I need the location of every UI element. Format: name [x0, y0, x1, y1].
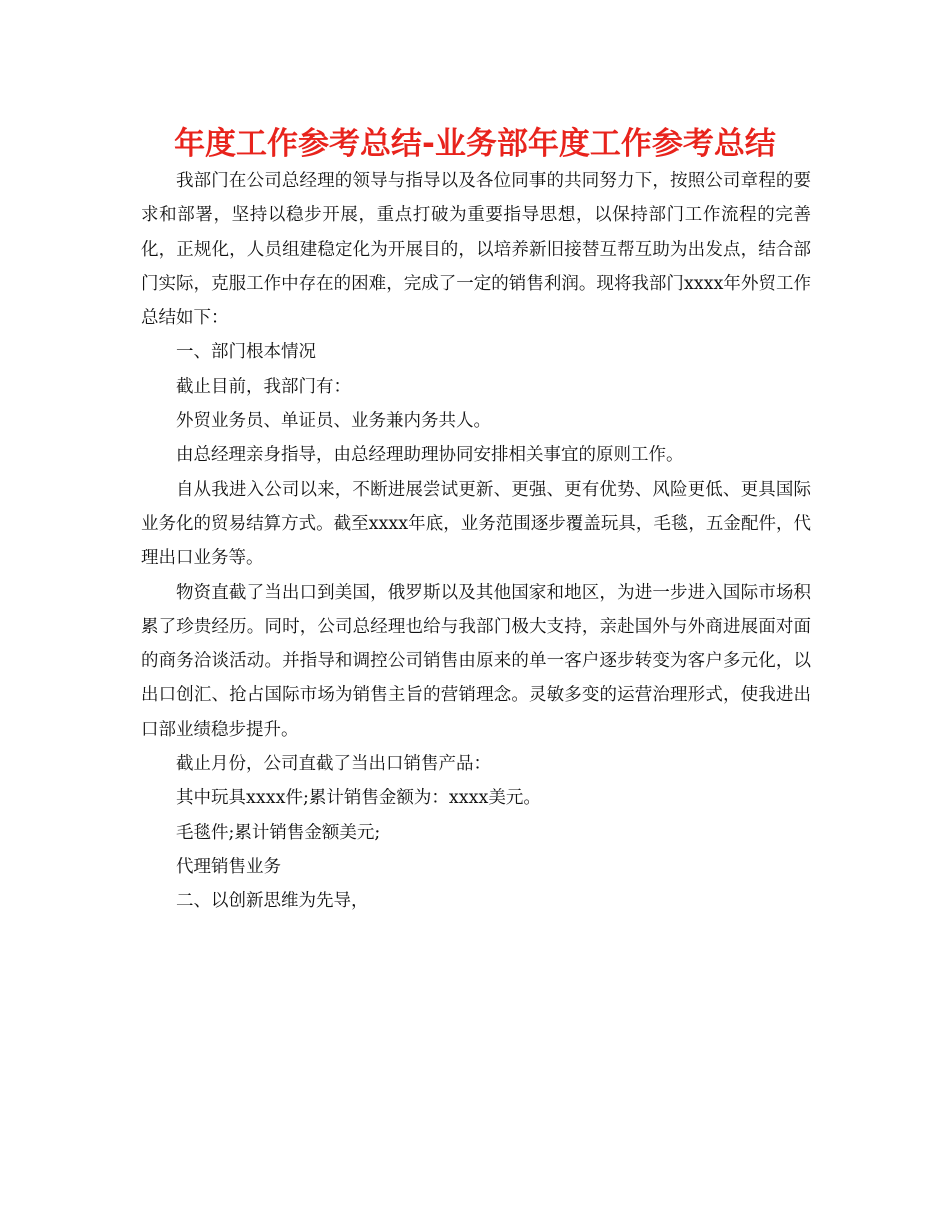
paragraph: 外贸业务员、单证员、业务兼内务共人。 — [176, 411, 491, 432]
paragraph-intro: 我部门在公司总经理的领导与指导以及各位同事的共同努力下，按照公司章程的要求和部署，坚持以稳步开展，重点打破为重要指导思想，以保持部门工作流程的完善化，正规化，人员组建稳定化为开展目的，以培养新旧接替互帮互助为出发点，结合部门实际，克服工作中存在的困难，完成了一定的销售利润。现将我部门xxxx年外贸工作总结如下： — [141, 171, 811, 329]
paragraph: 自从我进入公司以来，不断进展尝试更新、更强、更有优势、风险更低、更具国际业务化的贸易结算方式。截至xxxx年底，业务范围逐步覆盖玩具，毛毯，五金配件，代理出口业务等。 — [141, 479, 811, 569]
section-heading-2: 二、以创新思维为先导， — [176, 891, 369, 912]
document-title: 年度工作参考总结-业务部年度工作参考总结 — [174, 126, 776, 162]
paragraph: 物资直截了当出口到美国，俄罗斯以及其他国家和地区，为进一步进入国际市场积累了珍贵经历。同时，公司总经理也给与我部门极大支持，亲赴国外与外商进展面对面的商务洽谈活动。并指导和调控公司销售由原来的单一客户逐步转变为客户多元化，以出口创汇、抢占国际市场为销售主旨的营销理念。灵敏多变的运营治理形式，使我进出口部业绩稳步提升。 — [141, 582, 811, 740]
paragraph: 毛毯件;累计销售金额美元; — [176, 822, 381, 843]
paragraph: 截止月份，公司直截了当出口销售产品： — [176, 754, 491, 775]
paragraph: 由总经理亲身指导，由总经理助理协同安排相关事宜的原则工作。 — [176, 445, 684, 466]
document-body — [141, 164, 811, 919]
paragraph: 代理销售业务 — [176, 856, 281, 877]
section-heading-1: 一、部门根本情况 — [176, 342, 316, 363]
paragraph: 截止目前，我部门有： — [176, 376, 351, 397]
paragraph: 其中玩具xxxx件;累计销售金额为：xxxx美元。 — [176, 788, 541, 809]
